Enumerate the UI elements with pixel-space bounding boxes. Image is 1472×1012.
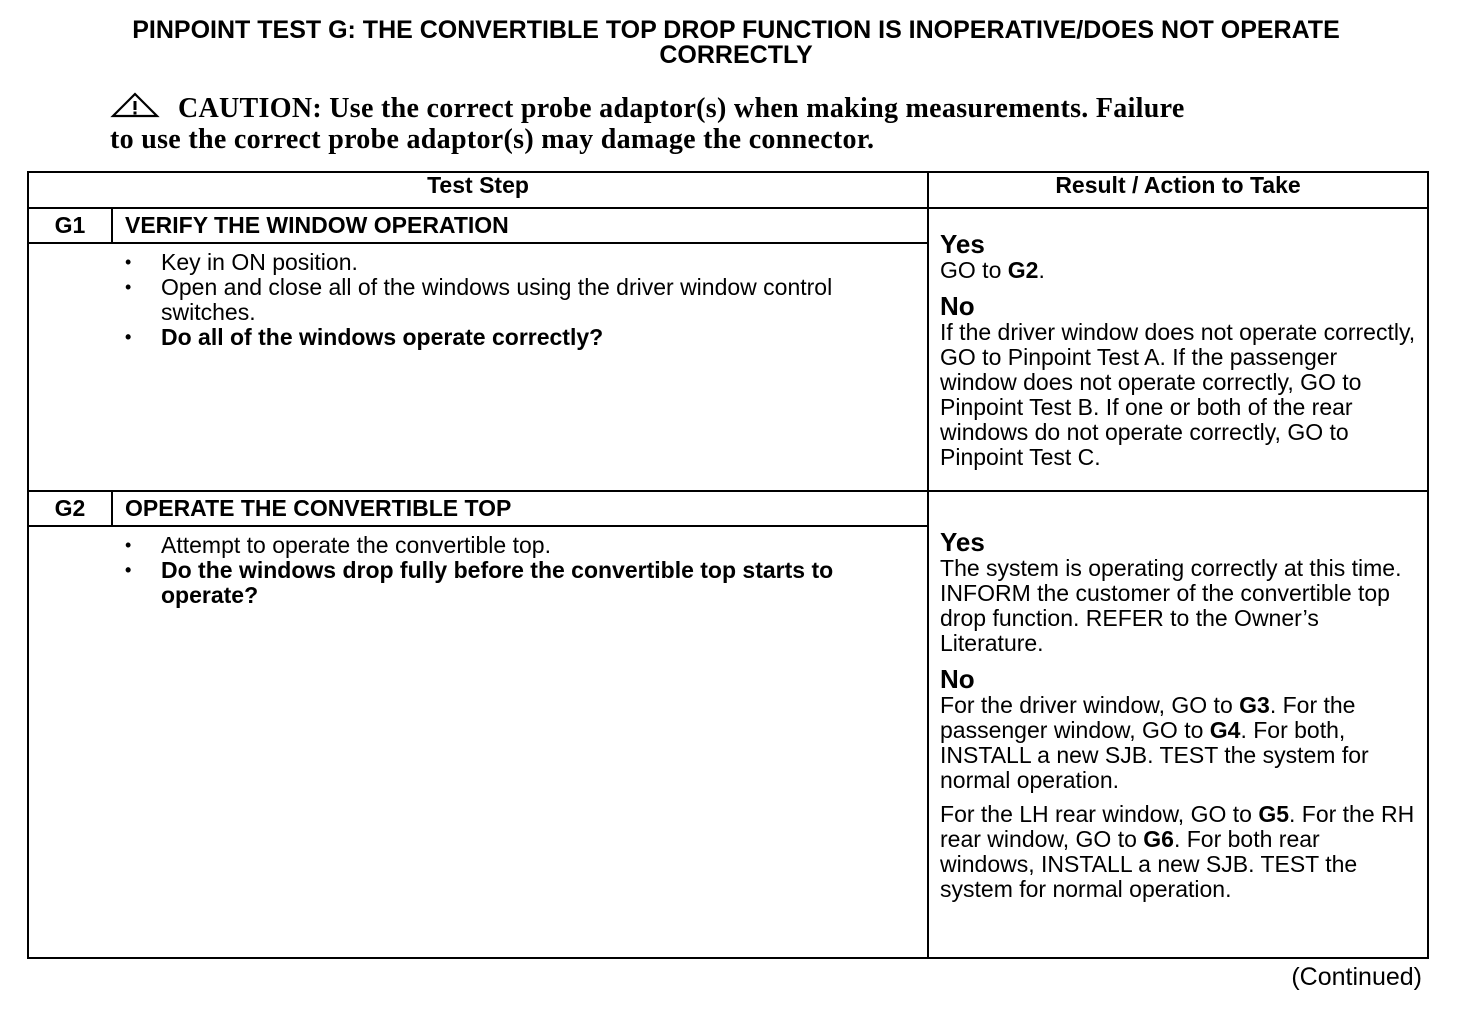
list-item: • Attempt to operate the convertible top. (29, 533, 927, 558)
step-id: G2 (28, 491, 112, 526)
page-title (0, 18, 1472, 68)
step-bullet-list (29, 527, 927, 608)
title-line-2: CORRECTLY (659, 41, 813, 69)
caution-line-2: to use the correct probe adaptor(s) may damage the connector. (110, 124, 875, 155)
header-test-step: Test Step (28, 172, 928, 208)
result-no-label: No (940, 290, 975, 321)
warning-triangle-icon (110, 92, 160, 118)
step-g1-title-row (28, 208, 1428, 243)
caution-notice (110, 92, 1360, 155)
step-g2-title-row (28, 491, 1428, 526)
step-id: G1 (28, 208, 112, 243)
step-title: OPERATE THE CONVERTIBLE TOP (112, 491, 928, 526)
step-title: VERIFY THE WINDOW OPERATION (112, 208, 928, 243)
step-g1-result (928, 208, 1428, 491)
caution-line-1: CAUTION: Use the correct probe adaptor(s) when making measurements. Failure (178, 93, 1185, 124)
result-no-label: No (940, 664, 975, 694)
result-yes-text: GO to G2. (940, 256, 1045, 283)
table-header-row (28, 172, 1428, 208)
result-yes-label: Yes (940, 527, 985, 557)
step-g1-body (28, 243, 928, 491)
step-g2-result (928, 491, 1428, 958)
continued-label: (Continued) (1291, 963, 1422, 991)
pinpoint-test-table (27, 171, 1429, 959)
list-item: • Key in ON position. (29, 250, 927, 275)
title-line-1: PINPOINT TEST G: THE CONVERTIBLE TOP DROP FUNCTION IS INOPERATIVE/DOES NOT OPERATE (132, 16, 1340, 44)
step-g2-body (28, 526, 928, 958)
result-yes-text: The system is operating correctly at this time. INFORM the customer of the convertible top drop function. REFER to the Owner’s Literature. (940, 555, 1402, 656)
step-question: • Do the windows drop fully before the convertible top starts to operate? (29, 558, 927, 608)
step-question: • Do all of the windows operate correctly? (29, 325, 927, 350)
result-no-text: If the driver window does not operate correctly, GO to Pinpoint Test A. If the passenger window does not operate correctly, GO to Pinpoint Test B. If one or both of the rear windows do not operate correctly, GO to Pinpoint Test C. (940, 318, 1416, 470)
result-yes-label: Yes (940, 228, 985, 259)
step-bullet-list (29, 244, 927, 350)
result-no-text-2: For the LH rear window, GO to G5. For the RH rear window, GO to G6. For both rear windows, INSTALL a new SJB. TEST the system for normal operation. (940, 801, 1415, 902)
result-no-text-1: For the driver window, GO to G3. For the passenger window, GO to G4. For both, INSTALL a new SJB. TEST the system for normal operation. (940, 692, 1369, 793)
list-item: • Open and close all of the windows using the driver window control switches. (29, 275, 927, 325)
header-result-action: Result / Action to Take (928, 172, 1428, 208)
